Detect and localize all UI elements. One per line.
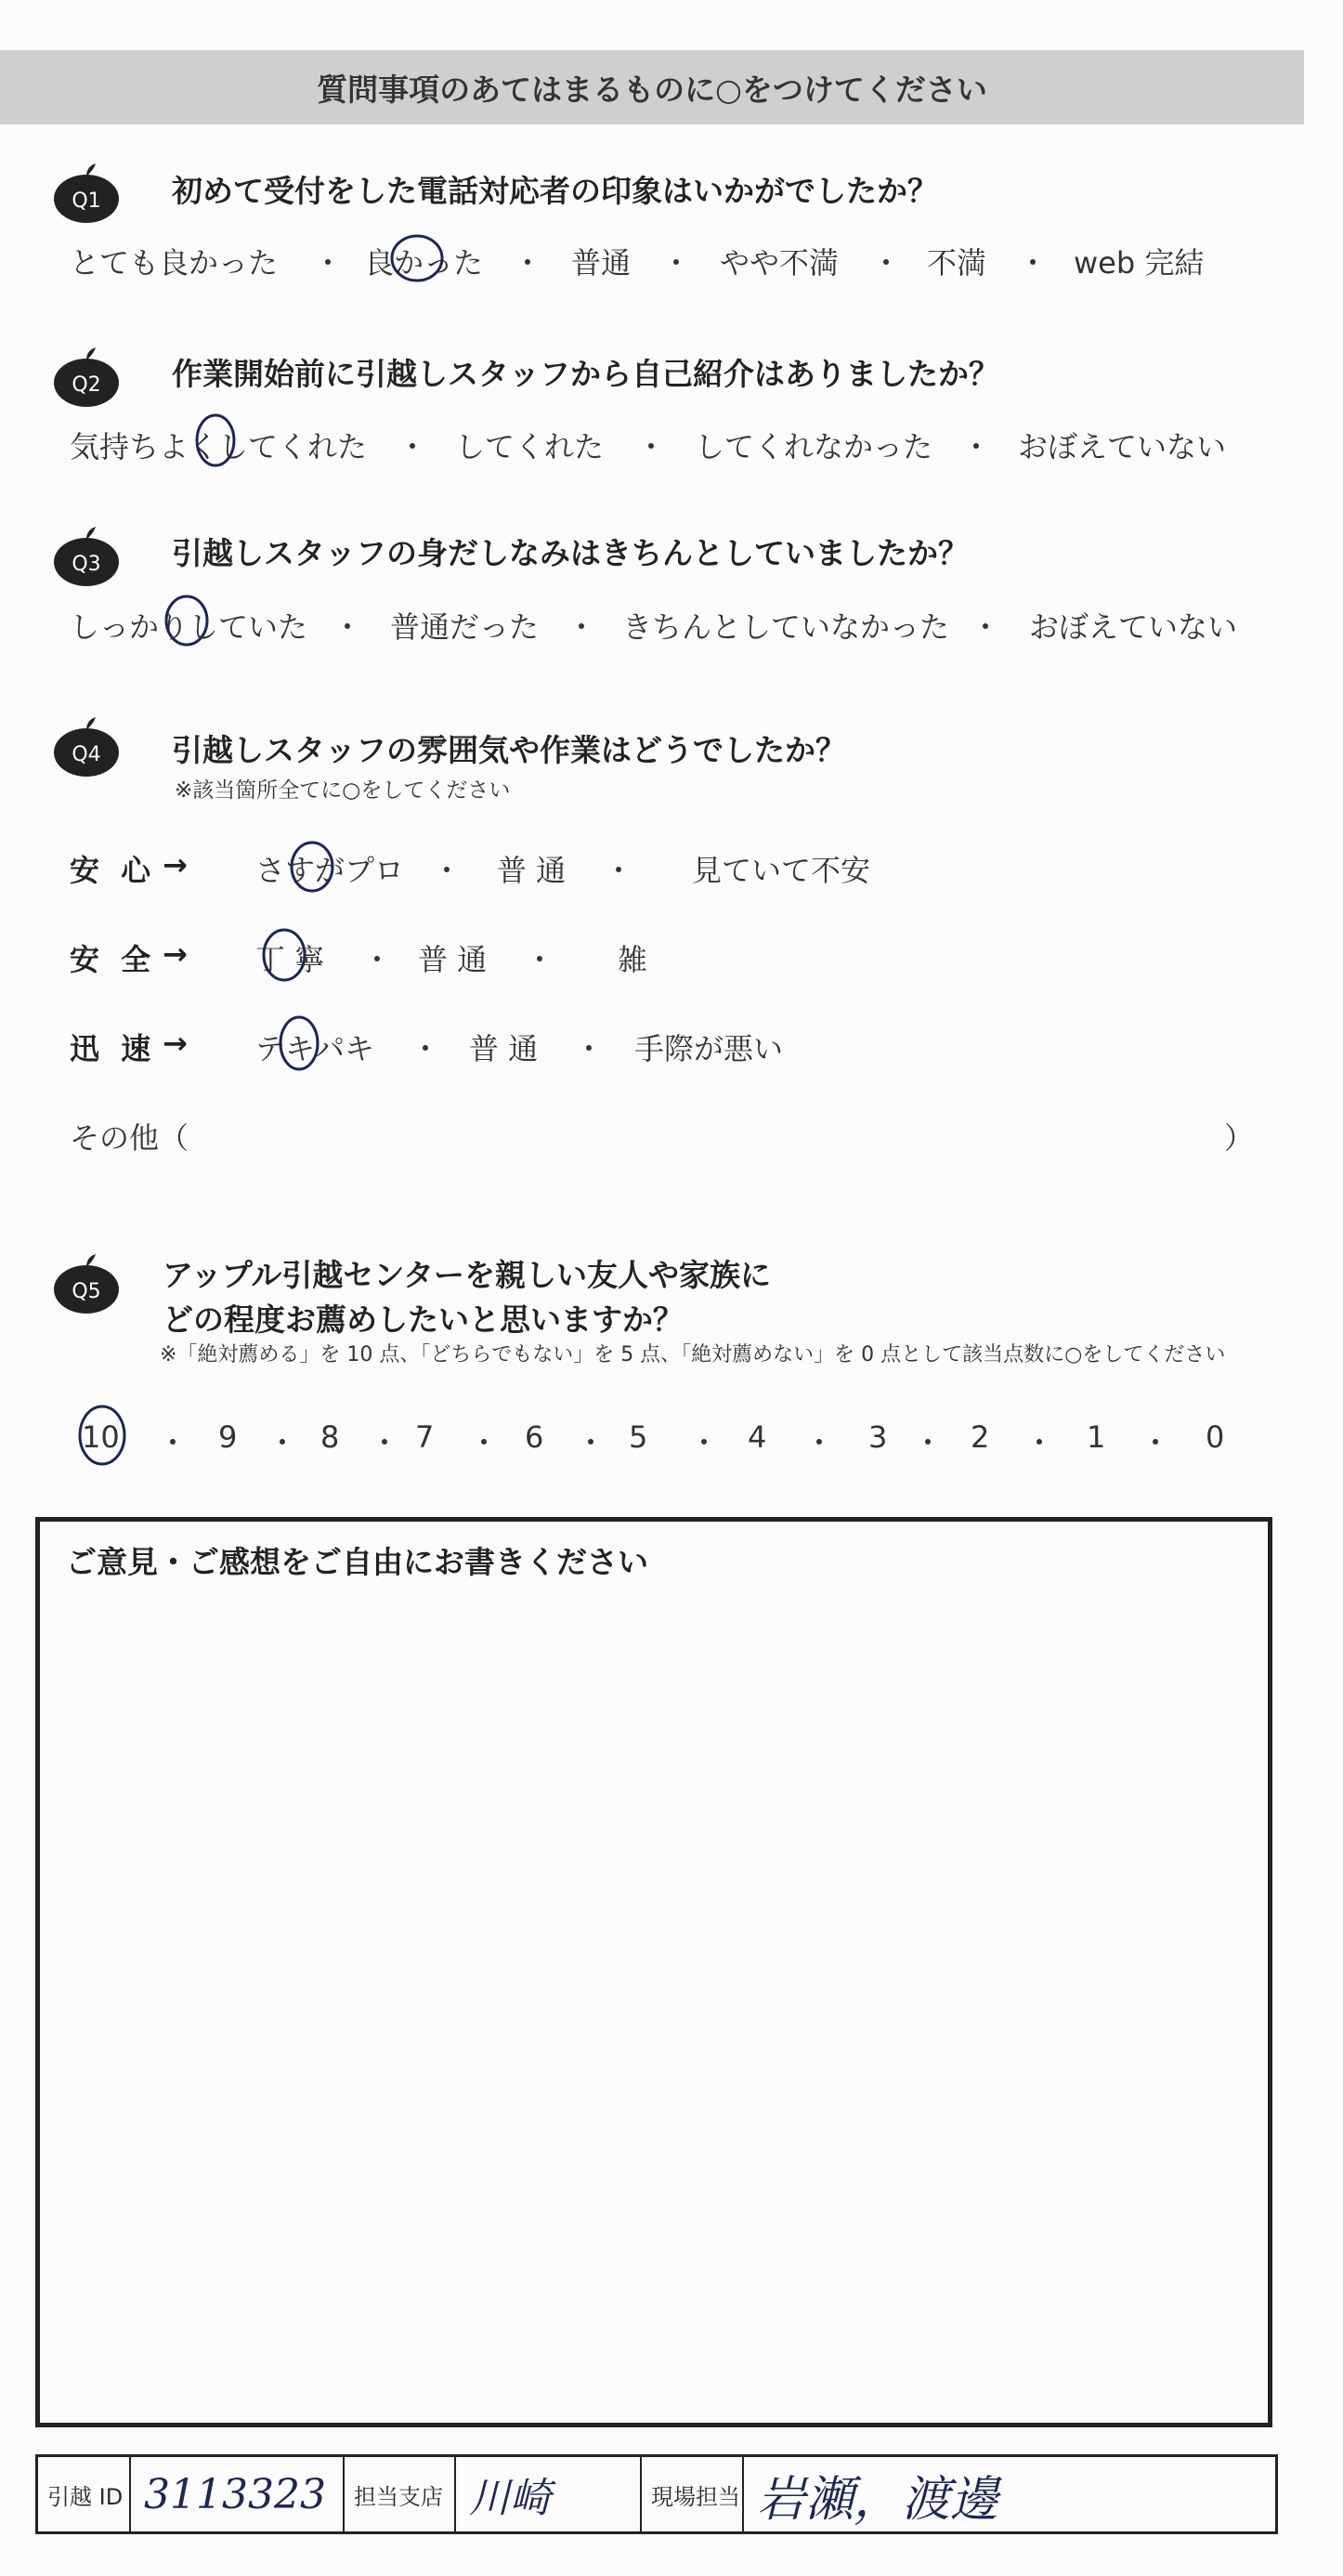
comments-box[interactable] bbox=[35, 1517, 1272, 2427]
q4-jinsoku-option-3[interactable]: 手際が悪い bbox=[634, 1031, 784, 1066]
branch-label-cell bbox=[345, 2457, 456, 2531]
q1-separator: ・ bbox=[313, 245, 344, 281]
move-id-label: 引越 ID bbox=[47, 2483, 124, 2510]
q4-row-label-anzen: 安 全 bbox=[70, 942, 157, 977]
q4-note: ※該当箇所全てに○をしてください bbox=[175, 778, 511, 803]
q2-option-2[interactable]: してくれた bbox=[455, 429, 605, 464]
q5-separator: ・ bbox=[1141, 1425, 1171, 1460]
staff-value-cell bbox=[744, 2457, 1275, 2531]
q5-score-7[interactable]: 7 bbox=[415, 1419, 435, 1455]
q5-note: ※「絶対薦める」を 10 点、「どちらでもない」を 5 点、「絶対薦めない」を 0 点として該当点数に○をしてください bbox=[160, 1343, 1226, 1366]
q5-score-9[interactable]: 9 bbox=[218, 1419, 238, 1455]
q5-score-3[interactable]: 3 bbox=[868, 1419, 888, 1455]
q4-jinsoku-option-2[interactable]: 普 通 bbox=[469, 1031, 539, 1066]
q1-separator: ・ bbox=[661, 245, 692, 281]
q1-title: 初めて受付をした電話対応者の印象はいかがでしたか？ bbox=[172, 173, 938, 209]
q5-score-6[interactable]: 6 bbox=[525, 1419, 544, 1455]
branch-value-cell bbox=[456, 2457, 642, 2531]
q5-score-2[interactable]: 2 bbox=[971, 1419, 990, 1455]
q3-separator: ・ bbox=[332, 609, 363, 645]
q4-row-label-jinsoku: 迅 速 bbox=[70, 1031, 157, 1066]
q5-separator: ・ bbox=[158, 1425, 189, 1460]
q4-separator: ・ bbox=[432, 853, 463, 888]
q1-option-2[interactable]: 良かった bbox=[364, 245, 484, 281]
q3-option-3[interactable]: きちんとしていなかった bbox=[622, 609, 950, 645]
q2-option-4[interactable]: おぼえていない bbox=[1018, 429, 1227, 464]
q1-option-5[interactable]: 不満 bbox=[927, 245, 987, 281]
q4-anzen-option-1[interactable]: 丁 寧 bbox=[255, 942, 325, 977]
instruction-title: 質問事項のあてはまるものに○をつけてください bbox=[317, 71, 987, 108]
move-id-label-cell bbox=[38, 2457, 131, 2531]
q5-separator: ・ bbox=[804, 1425, 835, 1460]
q2-title: 作業開始前に引越しスタッフから自己紹介はありましたか？ bbox=[172, 356, 999, 392]
footer-table bbox=[35, 2454, 1278, 2534]
q3-apple-icon bbox=[51, 523, 122, 588]
q4-separator: ・ bbox=[362, 942, 393, 977]
q5-score-5[interactable]: 5 bbox=[629, 1419, 648, 1455]
q5-score-1[interactable]: 1 bbox=[1087, 1419, 1106, 1455]
q3-separator: ・ bbox=[567, 609, 597, 645]
q5-score-4[interactable]: 4 bbox=[748, 1419, 767, 1455]
q2-separator: ・ bbox=[398, 429, 428, 464]
q5-separator: ・ bbox=[689, 1425, 720, 1460]
q1-option-3[interactable]: 普通 bbox=[571, 245, 632, 281]
q4-row-arrow: → bbox=[163, 847, 193, 883]
q1-apple-icon bbox=[51, 160, 122, 225]
q4-separator: ・ bbox=[574, 1031, 605, 1066]
branch-label: 担当支店 bbox=[354, 2483, 443, 2510]
q5-score-0[interactable]: 0 bbox=[1206, 1419, 1225, 1455]
q3-badge-label: Q3 bbox=[72, 553, 101, 576]
q4-anshin-option-2[interactable]: 普 通 bbox=[497, 853, 567, 888]
q1-separator: ・ bbox=[1018, 245, 1049, 281]
move-id-value-cell bbox=[131, 2457, 345, 2531]
q1-option-4[interactable]: やや不満 bbox=[720, 245, 840, 281]
q4-separator: ・ bbox=[604, 853, 634, 888]
q1-option-6[interactable]: web 完結 bbox=[1074, 245, 1205, 281]
q4-title: 引越しスタッフの雰囲気や作業はどうでしたか？ bbox=[172, 732, 846, 768]
q5-separator: ・ bbox=[913, 1425, 944, 1460]
q4-row-arrow: → bbox=[163, 1026, 193, 1061]
q4-other-close: ） bbox=[1224, 1120, 1255, 1156]
q2-option-1[interactable]: 気持ちよくしてくれた bbox=[70, 429, 368, 464]
q4-row-arrow: → bbox=[163, 936, 193, 972]
staff-value: 岩瀬，渡邊 bbox=[757, 2471, 999, 2528]
q4-anshin-option-1[interactable]: さすがプロ bbox=[255, 853, 405, 888]
q1-separator: ・ bbox=[513, 245, 543, 281]
branch-value: 川崎 bbox=[469, 2475, 551, 2522]
q4-row-label-anshin: 安 心 bbox=[70, 853, 157, 888]
q1-option-1[interactable]: とても良かった bbox=[70, 245, 279, 281]
q2-badge-label: Q2 bbox=[72, 373, 101, 397]
q2-separator: ・ bbox=[636, 429, 667, 464]
move-id-value: 3113323 bbox=[144, 2470, 326, 2518]
q5-separator: ・ bbox=[469, 1425, 500, 1460]
q5-score-10[interactable]: 10 bbox=[82, 1419, 120, 1455]
q2-separator: ・ bbox=[961, 429, 992, 464]
q3-option-4[interactable]: おぼえていない bbox=[1029, 609, 1238, 645]
q4-badge-label: Q4 bbox=[72, 743, 101, 766]
q3-option-1[interactable]: しっかりしていた bbox=[70, 609, 308, 645]
q4-apple-icon bbox=[51, 713, 122, 778]
q5-badge-label: Q5 bbox=[72, 1280, 101, 1303]
q4-other-label: その他（ bbox=[70, 1120, 189, 1156]
q4-separator: ・ bbox=[411, 1031, 441, 1066]
comments-label: ご意見・ご感想をご自由にお書きください bbox=[66, 1544, 648, 1580]
q5-title-line2: どの程度お薦めしたいと思いますか？ bbox=[163, 1301, 684, 1338]
q5-separator: ・ bbox=[267, 1425, 298, 1460]
q4-anzen-option-3[interactable]: 雑 bbox=[618, 942, 648, 977]
q2-option-3[interactable]: してくれなかった bbox=[695, 429, 933, 464]
q5-separator: ・ bbox=[1024, 1425, 1055, 1460]
q4-separator: ・ bbox=[525, 942, 555, 977]
q5-title-line1: アップル引越センターを親しい友人や家族に bbox=[163, 1257, 772, 1293]
q1-separator: ・ bbox=[871, 245, 902, 281]
q3-option-2[interactable]: 普通だった bbox=[390, 609, 540, 645]
q1-badge-label: Q1 bbox=[72, 190, 101, 213]
q5-apple-icon bbox=[51, 1250, 122, 1315]
q2-apple-icon bbox=[51, 344, 122, 409]
q3-title: 引越しスタッフの身だしなみはきちんとしていましたか？ bbox=[172, 535, 969, 571]
staff-label: 現場担当 bbox=[651, 2483, 740, 2510]
staff-label-cell bbox=[642, 2457, 744, 2531]
q5-separator: ・ bbox=[370, 1425, 400, 1460]
instruction-header bbox=[0, 50, 1304, 124]
q5-score-8[interactable]: 8 bbox=[320, 1419, 340, 1455]
q3-separator: ・ bbox=[971, 609, 1001, 645]
q4-anshin-option-3[interactable]: 見ていて不安 bbox=[692, 853, 871, 888]
q4-jinsoku-option-1[interactable]: テキパキ bbox=[255, 1031, 375, 1066]
q4-anzen-option-2[interactable]: 普 通 bbox=[418, 942, 488, 977]
q5-separator: ・ bbox=[576, 1425, 606, 1460]
